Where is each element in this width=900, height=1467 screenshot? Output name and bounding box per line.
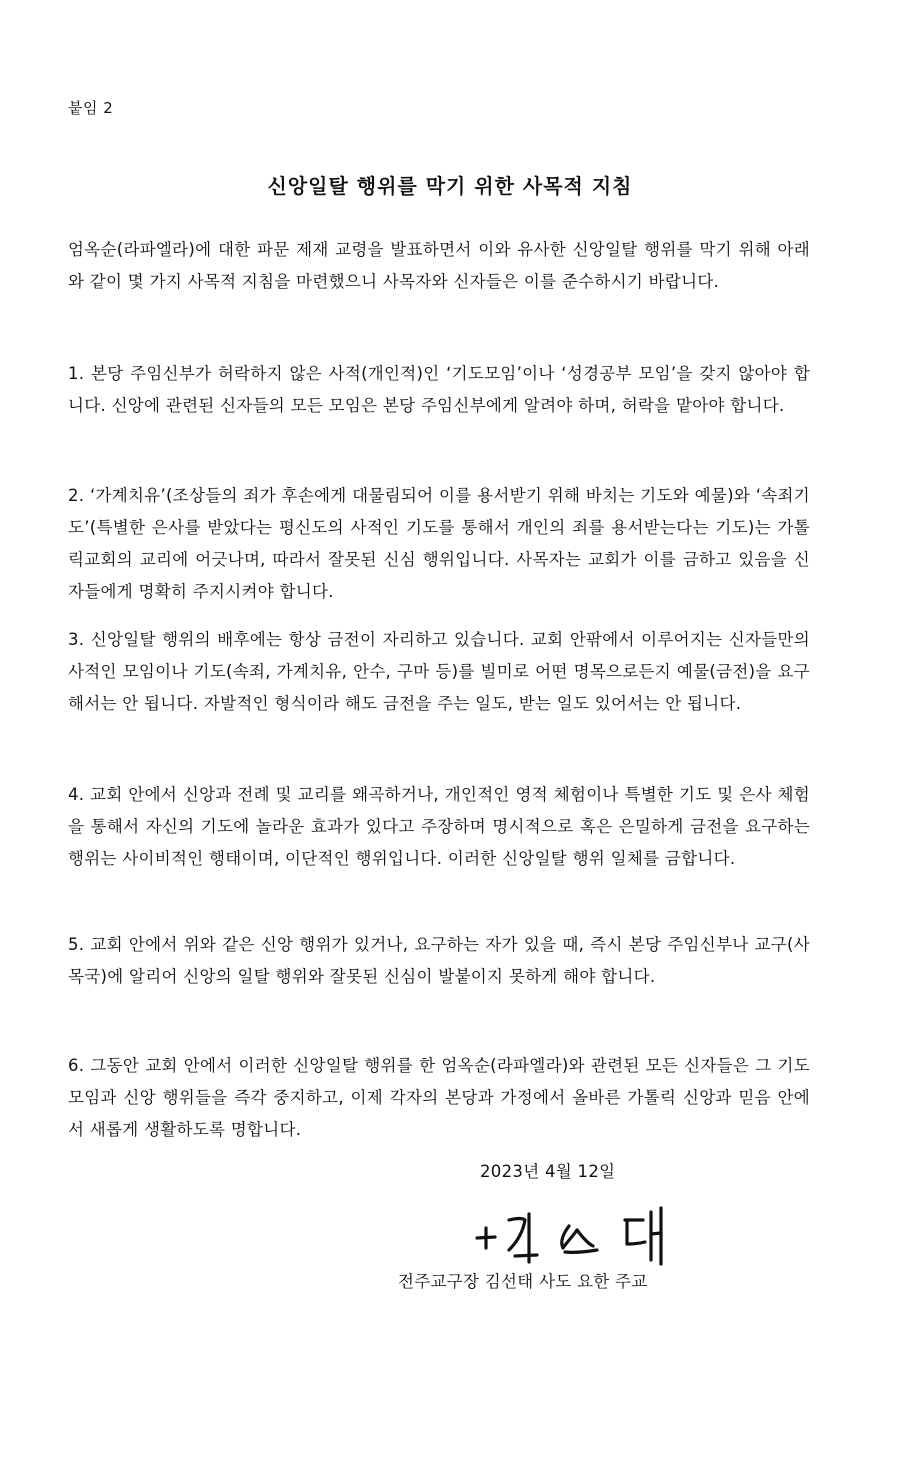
guideline-2: 2. ‘가계치유’(조상들의 죄가 후손에게 대물림되어 이를 용서받기 위해 바치는 기도와 예물)와 ‘속죄기도’(특별한 은사를 받았다는 평신도의 사적인 기도를 통해서 개인의 죄를 용서받는다는 기도)는 가톨릭교회의 교리에 어긋나며, 따라서 잘못된 신심 행위입니다. 사목자는 교회가 이를 금하고 있음을 신자들에게 명확히 주지시켜야 합니다.: [68, 486, 810, 601]
document-date: 2023년 4월 12일: [480, 1162, 616, 1181]
page-title: 신앙일탈 행위를 막기 위한 사목적 지침: [267, 174, 633, 198]
attachment-label: 붙임 2: [68, 99, 114, 117]
signature-text: + 김선태: [465, 1200, 470, 1201]
intro-paragraph: 엄옥순(라파엘라)에 대한 파문 제재 교령을 발표하면서 이와 유사한 신앙일탈 행위를 막기 위해 아래와 같이 몇 가지 사목적 지침을 마련했으니 사목자와 신자들은 이를 준수하시기 바랍니다.: [68, 240, 810, 291]
bishop-signature: [465, 1200, 705, 1270]
guideline-5: 5. 교회 안에서 위와 같은 신앙 행위가 있거나, 요구하는 자가 있을 때, 즉시 본당 주임신부나 교구(사목국)에 알리어 신앙의 일탈 행위와 잘못된 신심이 발붙이지 못하게 해야 합니다.: [68, 935, 810, 986]
guideline-1: 1. 본당 주임신부가 허락하지 않은 사적(개인적)인 ‘기도모임’이나 ‘성경공부 모임’을 갖지 않아야 합니다. 신앙에 관련된 신자들의 모든 모임은 본당 주임신부에게 알려야 하며, 허락을 맡아야 합니다.: [68, 364, 810, 415]
signer-name: 전주교구장 김선태 사도 요한 주교: [398, 1272, 648, 1291]
guideline-4: 4. 교회 안에서 신앙과 전례 및 교리를 왜곡하거나, 개인적인 영적 체험이나 특별한 기도 및 은사 체험을 통해서 자신의 기도에 놀라운 효과가 있다고 주장하며 명시적으로 혹은 은밀하게 금전을 요구하는 행위는 사이비적인 행태이며, 이단적인 행위입니다. 이러한 신앙일탈 행위 일체를 금합니다.: [68, 785, 810, 868]
guideline-3: 3. 신앙일탈 행위의 배후에는 항상 금전이 자리하고 있습니다. 교회 안팎에서 이루어지는 신자들만의 사적인 모임이나 기도(속죄, 가계치유, 안수, 구마 등)를 빌미로 어떤 명목으로든지 예물(금전)을 요구해서는 안 됩니다. 자발적인 형식이라 해도 금전을 주는 일도, 받는 일도 있어서는 안 됩니다.: [68, 630, 810, 713]
guideline-6: 6. 그동안 교회 안에서 이러한 신앙일탈 행위를 한 엄옥순(라파엘라)와 관련된 모든 신자들은 그 기도모임과 신앙 행위들을 즉각 중지하고, 이제 각자의 본당과 가정에서 올바른 가톨릭 신앙과 믿음 안에서 새롭게 생활하도록 명합니다.: [68, 1056, 810, 1139]
